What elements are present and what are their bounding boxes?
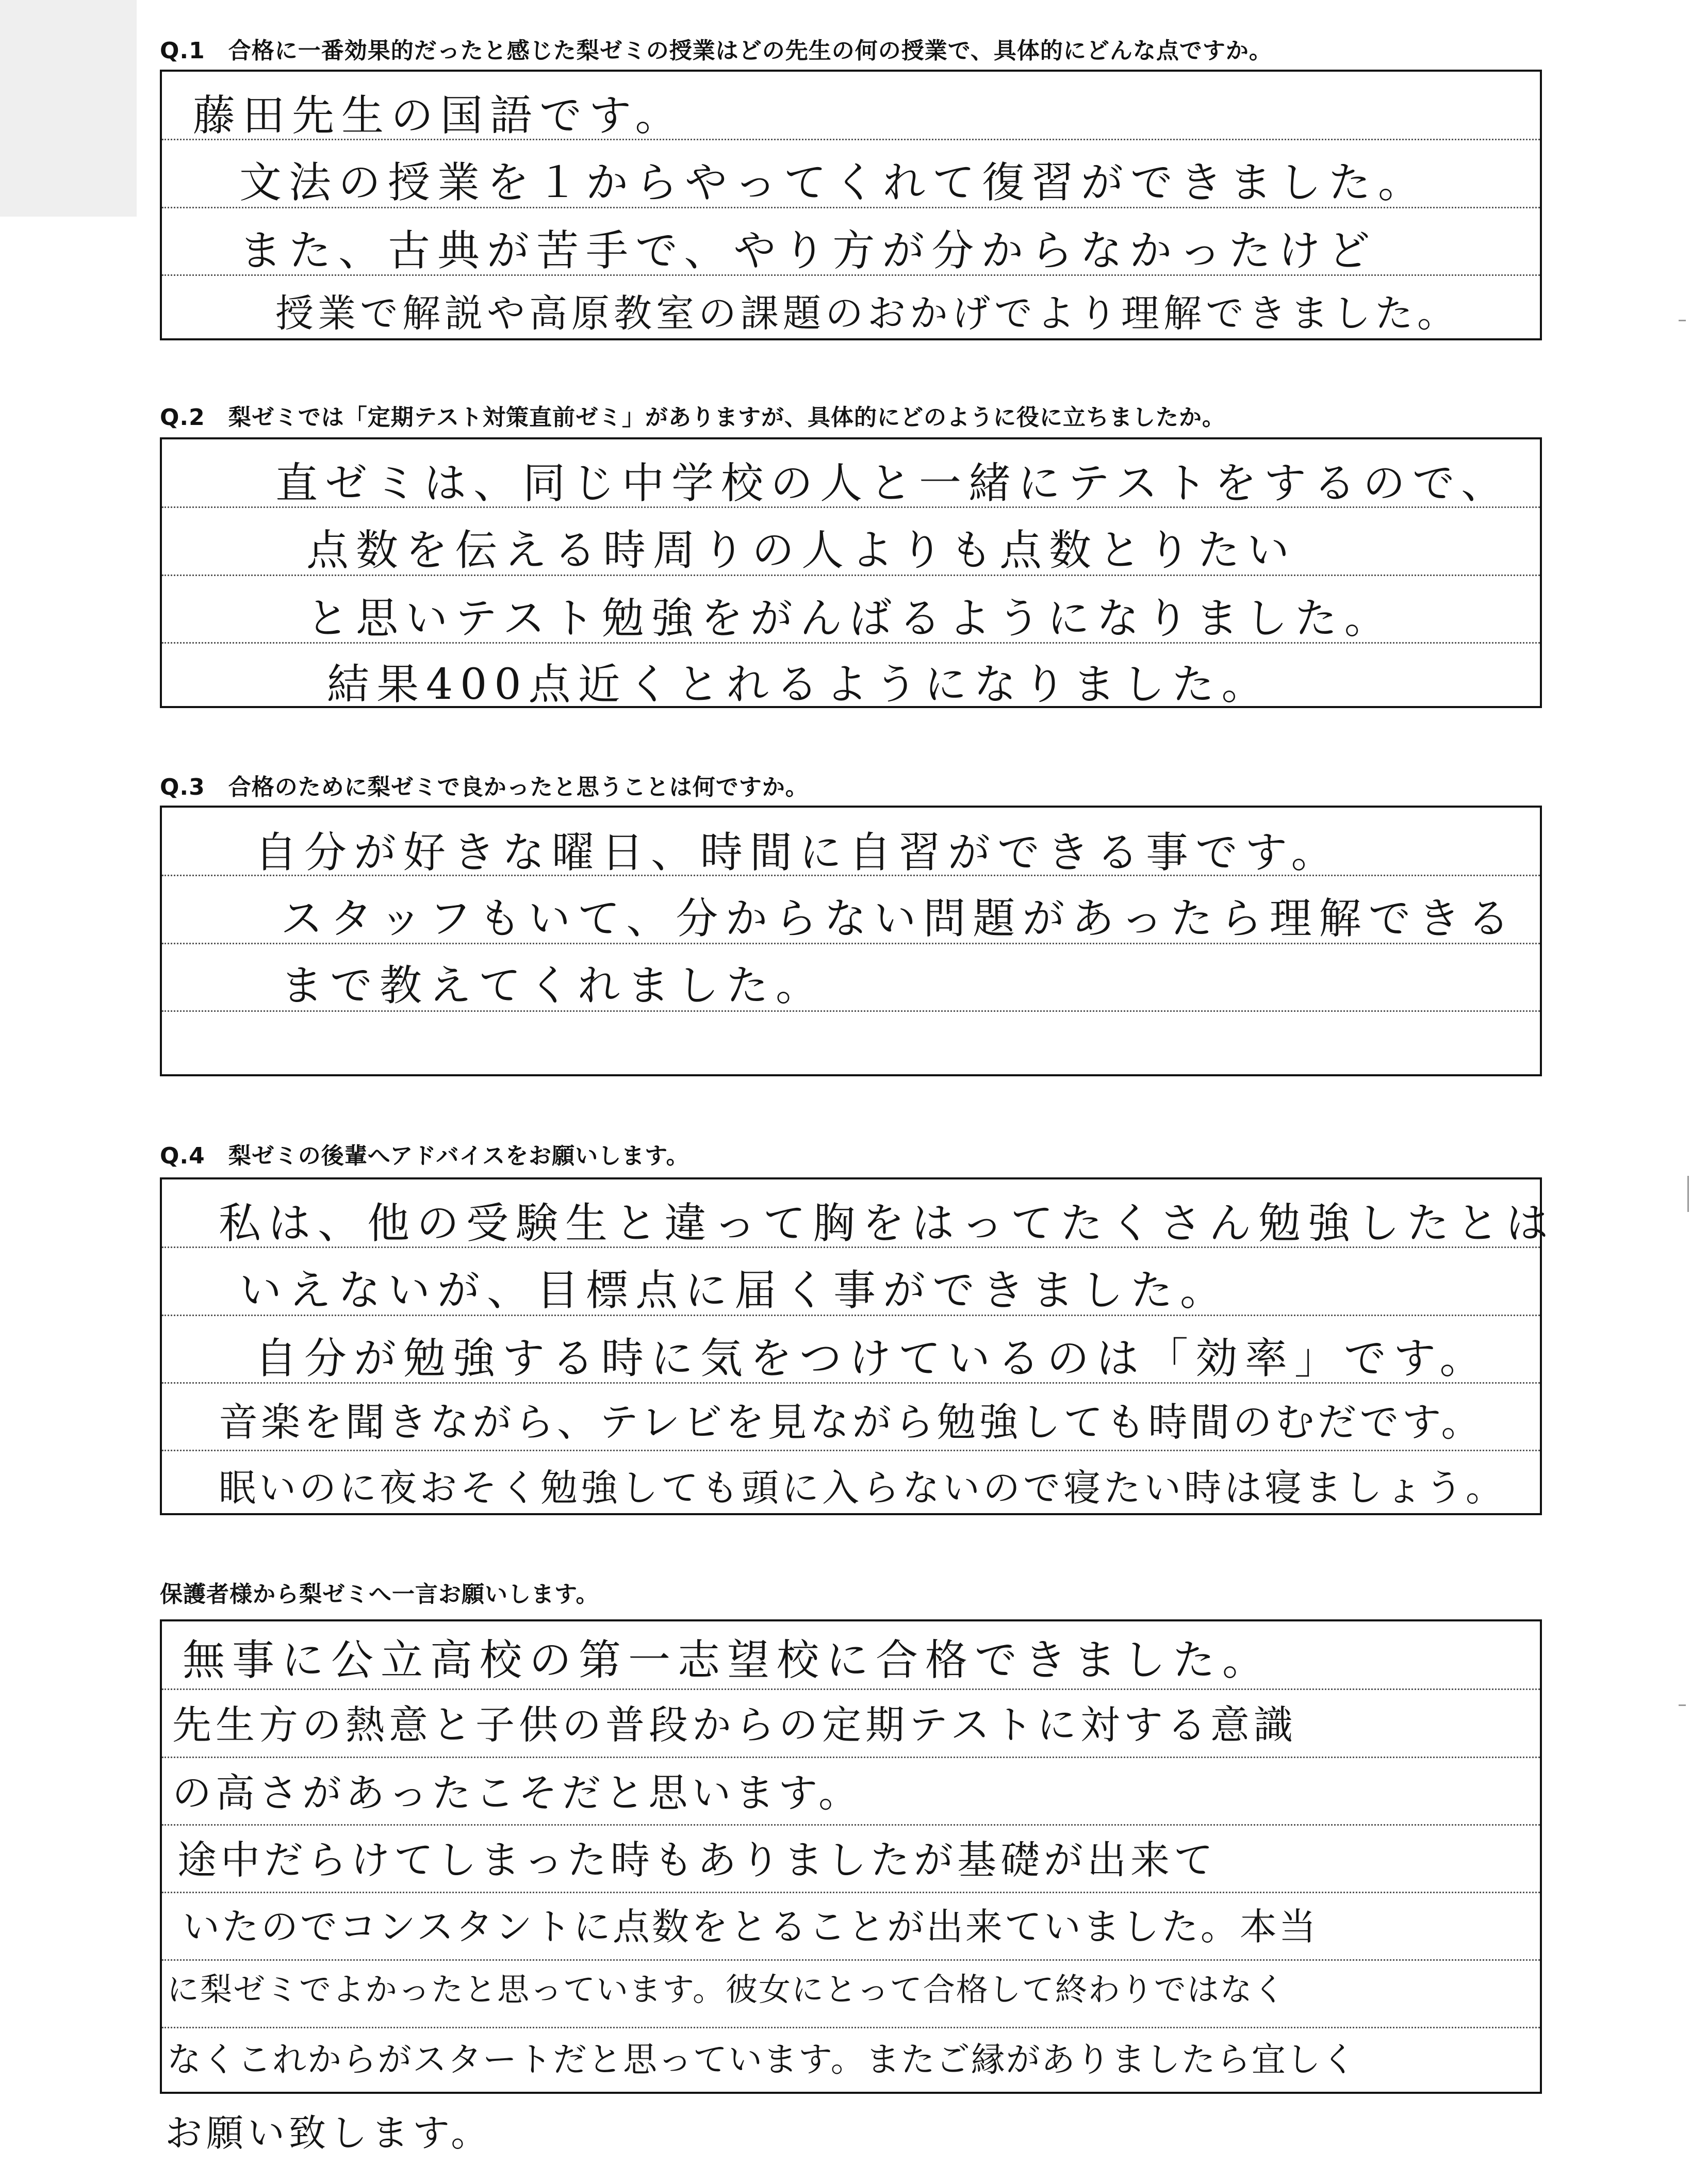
scan-shadow: [0, 0, 137, 217]
edge-mark: [1679, 320, 1686, 321]
answer-line: 無事に公立高校の第一志望校に合格できました。: [183, 1636, 1272, 1685]
answer-box-parent: [160, 1619, 1542, 2094]
answer-line: 音楽を聞きながら、テレビを見ながら勉強しても時間のむだです。: [219, 1399, 1484, 1445]
question-4-label: Q.4 梨ゼミの後輩へアドバイスをお願いします。: [160, 1143, 689, 1169]
answer-line: いえないが、目標点に届く事ができました。: [239, 1266, 1230, 1315]
answer-line: 点数を伝える時周りの人よりも点数とりたい: [306, 526, 1297, 575]
answer-line: 途中だらけてしまった時もありましたが基礎が出来て: [177, 1837, 1217, 1883]
answer-line: に梨ゼミでよかったと思っています。彼女にとって合格して終わりではなく: [167, 1971, 1286, 2008]
answer-line: と思いテスト勉強をがんばるようになりました。: [306, 594, 1394, 643]
answer-line: なくこれからがスタートだと思っています。またご縁がありましたら宜しく: [167, 2040, 1357, 2079]
question-2-label: Q.2 梨ゼミでは「定期テスト対策直前ゼミ」がありますが、具体的にどのように役に立ちましたか。: [160, 404, 1225, 431]
answer-line: 自分が勉強する時に気をつけているのは「効率」です。: [255, 1334, 1489, 1383]
answer-line: の高さがあったこそだと思います。: [172, 1770, 862, 1816]
answer-line: 先生方の熱意と子供の普段からの定期テストに対する意識: [172, 1702, 1297, 1748]
question-3-label: Q.3 合格のために梨ゼミで良かったと思うことは何ですか。: [160, 774, 809, 800]
answer-line: また、古典が苦手で、やり方が分からなかったけど: [239, 226, 1377, 275]
answer-line: 私は、他の受験生と違って胸をはってたくさん勉強したとは: [219, 1199, 1556, 1248]
answer-line: 結果400点近くとれるようになりました。: [327, 660, 1271, 709]
answer-line: まで教えてくれました。: [281, 961, 826, 1010]
answer-line: 文法の授業を１からやってくれて復習ができました。: [239, 158, 1428, 207]
answer-line: 直ゼミは、同じ中学校の人と一緒にテストをするので、: [275, 459, 1511, 508]
answer-line: 自分が好きな曜日、時間に自習ができる事です。: [255, 828, 1341, 877]
edge-mark: [1687, 1176, 1689, 1212]
answer-line: 授業で解説や高原教室の課題のおかげでより理解できました。: [275, 291, 1459, 336]
answer-box-q2: [160, 437, 1542, 708]
parent-comment-label: 保護者様から梨ゼミへ一言お願いします。: [160, 1581, 599, 1608]
question-1-label: Q.1 合格に一番効果的だったと感じた梨ゼミの授業はどの先生の何の授業で、具体的にどんな点ですか。: [160, 38, 1272, 64]
answer-line: お願い致します。: [165, 2111, 492, 2155]
answer-line: 眠いのに夜おそく勉強しても頭に入らないので寝たい時は寝ましょう。: [219, 1466, 1506, 1510]
answer-box-q1: [160, 70, 1542, 340]
answer-line: 藤田先生の国語です。: [193, 91, 685, 140]
edge-mark: [1679, 1704, 1686, 1706]
answer-box-q4: [160, 1177, 1556, 1515]
answer-line: いたのでコンスタントに点数をとることが出来ていました。本当: [183, 1905, 1318, 1948]
answer-box-q3: [160, 806, 1542, 1076]
answer-line: スタッフもいて、分からない問題があったら理解できる: [281, 894, 1517, 943]
